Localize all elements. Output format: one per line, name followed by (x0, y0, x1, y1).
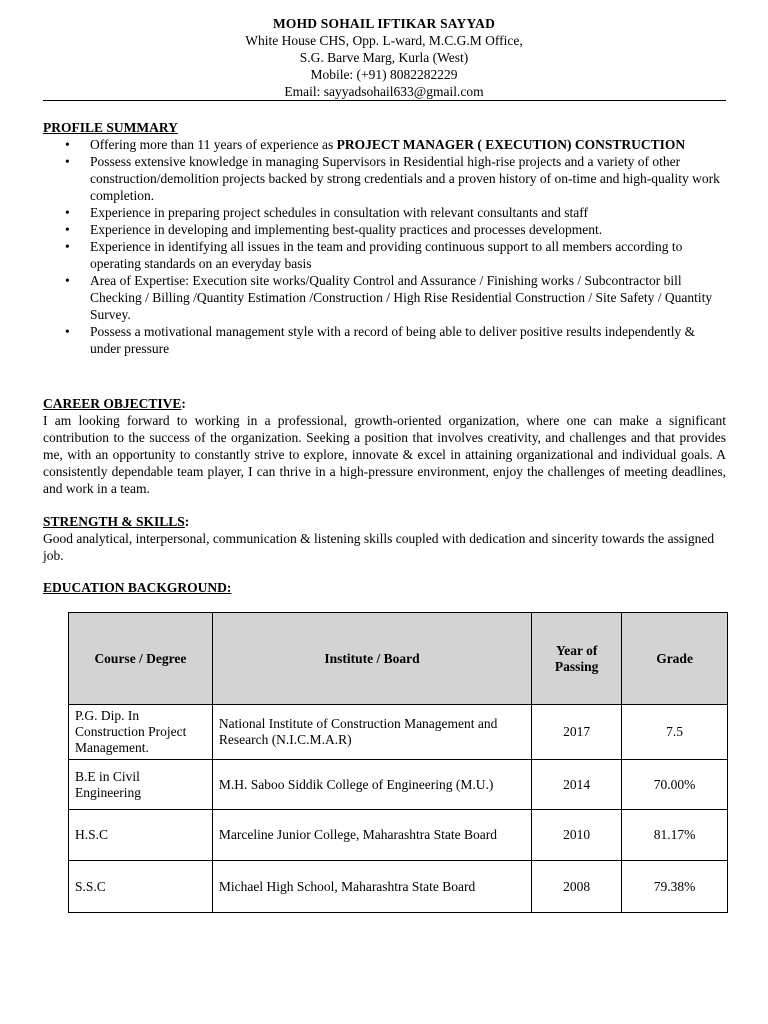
strength-skills-heading: STRENGTH & SKILLS (43, 514, 185, 529)
column-header-course: Course / Degree (69, 613, 213, 705)
education-section (43, 579, 726, 596)
institute-cell: Michael High School, Maharashtra State Board (212, 861, 531, 913)
job-title-highlight: PROJECT MANAGER ( EXECUTION) CONSTRUCTION (336, 137, 686, 152)
table-header-row (69, 613, 728, 705)
heading-colon: : (181, 396, 186, 411)
list-item: • Possess a motivational management style with a record of being able to deliver positive results independently & under pressure (43, 323, 726, 357)
grade-cell: 7.5 (622, 705, 728, 760)
table-row (69, 861, 728, 913)
address-line-1: White House CHS, Opp. L-ward, M.C.G.M Office, (245, 33, 523, 48)
education-heading: EDUCATION BACKGROUND: (43, 580, 232, 595)
list-item-text: Offering more than 11 years of experience as (90, 137, 337, 152)
column-header-year: Year of Passing (532, 613, 622, 705)
career-objective-heading: CAREER OBJECTIVE (43, 396, 182, 411)
grade-cell: 81.17% (622, 810, 728, 861)
list-item: • Experience in developing and implementing best-quality practices and processes development. (43, 221, 726, 238)
address-line-2: S.G. Barve Marg, Kurla (West) (299, 50, 469, 65)
contact-header (0, 15, 768, 100)
table-row (69, 810, 728, 861)
education-table (68, 612, 728, 913)
course-cell: B.E in Civil Engineering (69, 760, 213, 810)
strength-skills-section (43, 513, 726, 564)
institute-cell: Marceline Junior College, Maharashtra State Board (212, 810, 531, 861)
strength-skills-text: Good analytical, interpersonal, communication & listening skills coupled with dedication and sincerity towards the assigned job. (43, 531, 715, 563)
course-cell: P.G. Dip. In Construction Project Management. (69, 705, 213, 760)
grade-cell: 79.38% (622, 861, 728, 913)
grade-cell: 70.00% (622, 760, 728, 810)
table-row (69, 705, 728, 760)
institute-cell: National Institute of Construction Management and Research (N.I.C.M.A.R) (212, 705, 531, 760)
profile-summary-section (43, 119, 726, 357)
list-item: • Possess extensive knowledge in managing Supervisors in Residential high-rise projects and a variety of other construction/demolition projects backed by strong credentials and a proven history of on-time and high-quality work completion. (43, 153, 726, 204)
year-cell: 2010 (532, 810, 622, 861)
column-header-grade: Grade (622, 613, 728, 705)
header-divider (43, 100, 726, 101)
year-cell: 2008 (532, 861, 622, 913)
institute-cell: M.H. Saboo Siddik College of Engineering (M.U.) (212, 760, 531, 810)
candidate-name: MOHD SOHAIL IFTIKAR SAYYAD (272, 16, 496, 31)
heading-colon: : (184, 514, 190, 529)
list-item: • Experience in identifying all issues in the team and providing continuous support to all members according to operating standards on an everyday basis (43, 238, 726, 272)
list-item (43, 136, 726, 153)
year-cell: 2017 (532, 705, 622, 760)
career-objective-text: I am looking forward to working in a professional, growth-oriented organization, where one can make a significant contribution to the success of the organization. Seeking a position that involves creativity, and challenges and that provides me, with an opportunity to constantly strive to explore, innovate & excel in attaining organizational and individual goals. A consistently dependable team player, I can thrive in a high-pressure environment, enjoy the challenges of meeting deadlines, and work in a team. (43, 413, 726, 496)
year-cell: 2014 (532, 760, 622, 810)
profile-summary-list (43, 136, 726, 357)
table-row (69, 760, 728, 810)
column-header-institute: Institute / Board (212, 613, 531, 705)
email-address: Email: sayyadsohail633@gmail.com (284, 84, 484, 99)
career-objective-section (43, 395, 726, 497)
profile-summary-heading: PROFILE SUMMARY (43, 120, 178, 135)
mobile-number: Mobile: (+91) 8082282229 (310, 67, 458, 82)
list-item: • Area of Expertise: Execution site works/Quality Control and Assurance / Finishing works / Subcontractor bill Checking / Billing /Quantity Estimation /Construction / High Rise Residential Construction / Site Safety / Quantity Survey. (43, 272, 726, 323)
list-item: • Experience in preparing project schedules in consultation with relevant consultants and staff (43, 204, 726, 221)
course-cell: S.S.C (69, 861, 213, 913)
course-cell: H.S.C (69, 810, 213, 861)
